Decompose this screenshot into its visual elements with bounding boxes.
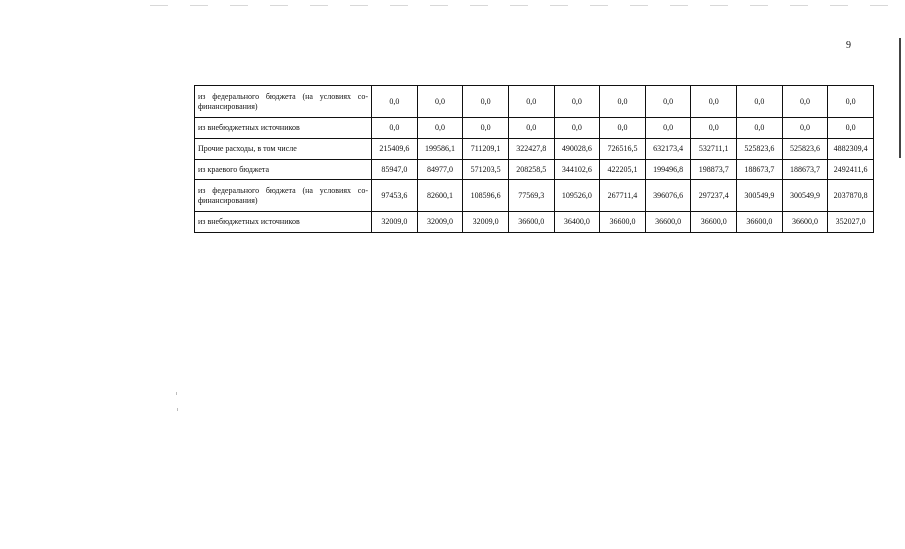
table-cell: 344102,6: [554, 160, 600, 180]
table-cell: 36400,0: [554, 212, 600, 233]
table-cell: 0,0: [737, 86, 783, 118]
row-label: Прочие расходы, в том числе: [195, 139, 372, 160]
table-cell: 396076,6: [645, 180, 691, 212]
table-cell: 532711,1: [691, 139, 737, 160]
table-cell: 82600,1: [417, 180, 463, 212]
table-cell: 0,0: [691, 86, 737, 118]
table-cell: 525823,6: [782, 139, 828, 160]
table-cell: 0,0: [554, 86, 600, 118]
table-cell: 36600,0: [691, 212, 737, 233]
scan-speck: [176, 392, 177, 395]
table-cell: 322427,8: [508, 139, 554, 160]
table-cell: 97453,6: [372, 180, 418, 212]
table-cell: 0,0: [372, 118, 418, 139]
table-cell: 0,0: [508, 118, 554, 139]
table-row: [195, 180, 874, 212]
table-cell: 0,0: [417, 86, 463, 118]
table-cell-total: 2037870,8: [828, 180, 874, 212]
table-cell: 0,0: [691, 118, 737, 139]
row-label: из федерального бюджета (на условиях со-финансирования): [195, 180, 372, 212]
table-cell: 32009,0: [417, 212, 463, 233]
table-cell: 0,0: [372, 86, 418, 118]
table-cell: 0,0: [600, 118, 646, 139]
table-cell: 36600,0: [645, 212, 691, 233]
table-cell: 0,0: [645, 118, 691, 139]
table-cell: 36600,0: [600, 212, 646, 233]
table-cell: 109526,0: [554, 180, 600, 212]
table-cell: 36600,0: [508, 212, 554, 233]
table-cell: 525823,6: [737, 139, 783, 160]
table-cell: 0,0: [463, 86, 509, 118]
table-cell-total: 4882309,4: [828, 139, 874, 160]
table-cell: 32009,0: [463, 212, 509, 233]
table-cell-total: 2492411,6: [828, 160, 874, 180]
table-cell: 36600,0: [782, 212, 828, 233]
table-cell: 215409,6: [372, 139, 418, 160]
table-cell: 199586,1: [417, 139, 463, 160]
table-cell: 0,0: [554, 118, 600, 139]
table-cell: 297237,4: [691, 180, 737, 212]
table-cell: 711209,1: [463, 139, 509, 160]
row-label: из краевого бюджета: [195, 160, 372, 180]
table-cell: 0,0: [508, 86, 554, 118]
table-cell-total: 0,0: [828, 86, 874, 118]
table-cell: 84977,0: [417, 160, 463, 180]
table-cell: 0,0: [463, 118, 509, 139]
table-cell: 632173,4: [645, 139, 691, 160]
table-cell: 208258,5: [508, 160, 554, 180]
table-cell: 0,0: [782, 118, 828, 139]
table-cell: 32009,0: [372, 212, 418, 233]
table-cell: 300549,9: [737, 180, 783, 212]
table-cell: 0,0: [782, 86, 828, 118]
row-label: из внебюджетных источников: [195, 118, 372, 139]
table-cell: 267711,4: [600, 180, 646, 212]
table-cell: 36600,0: [737, 212, 783, 233]
table-row: [195, 160, 874, 180]
budget-table: [194, 85, 874, 233]
table-cell-total: 352027,0: [828, 212, 874, 233]
scan-speck: [177, 408, 178, 411]
table-cell: 85947,0: [372, 160, 418, 180]
row-label: из федерального бюджета (на условиях со-финансирования): [195, 86, 372, 118]
table-cell: 422205,1: [600, 160, 646, 180]
table-cell-total: 0,0: [828, 118, 874, 139]
table-cell: 300549,9: [782, 180, 828, 212]
table-cell: 0,0: [417, 118, 463, 139]
table-cell: 188673,7: [782, 160, 828, 180]
table-row: [195, 139, 874, 160]
table-cell: 77569,3: [508, 180, 554, 212]
table-cell: 490028,6: [554, 139, 600, 160]
table-cell: 0,0: [737, 118, 783, 139]
scan-artifact-right-edge: [899, 38, 901, 158]
row-label: из внебюджетных источников: [195, 212, 372, 233]
scan-artifact-top: [150, 5, 890, 6]
table-row: [195, 212, 874, 233]
table-row: [195, 118, 874, 139]
table-cell: 0,0: [645, 86, 691, 118]
page-number: 9: [846, 40, 851, 51]
table-cell: 726516,5: [600, 139, 646, 160]
table-cell: 0,0: [600, 86, 646, 118]
table-cell: 571203,5: [463, 160, 509, 180]
table-cell: 108596,6: [463, 180, 509, 212]
table-row: [195, 86, 874, 118]
table-cell: 198873,7: [691, 160, 737, 180]
table-cell: 188673,7: [737, 160, 783, 180]
table-cell: 199496,8: [645, 160, 691, 180]
